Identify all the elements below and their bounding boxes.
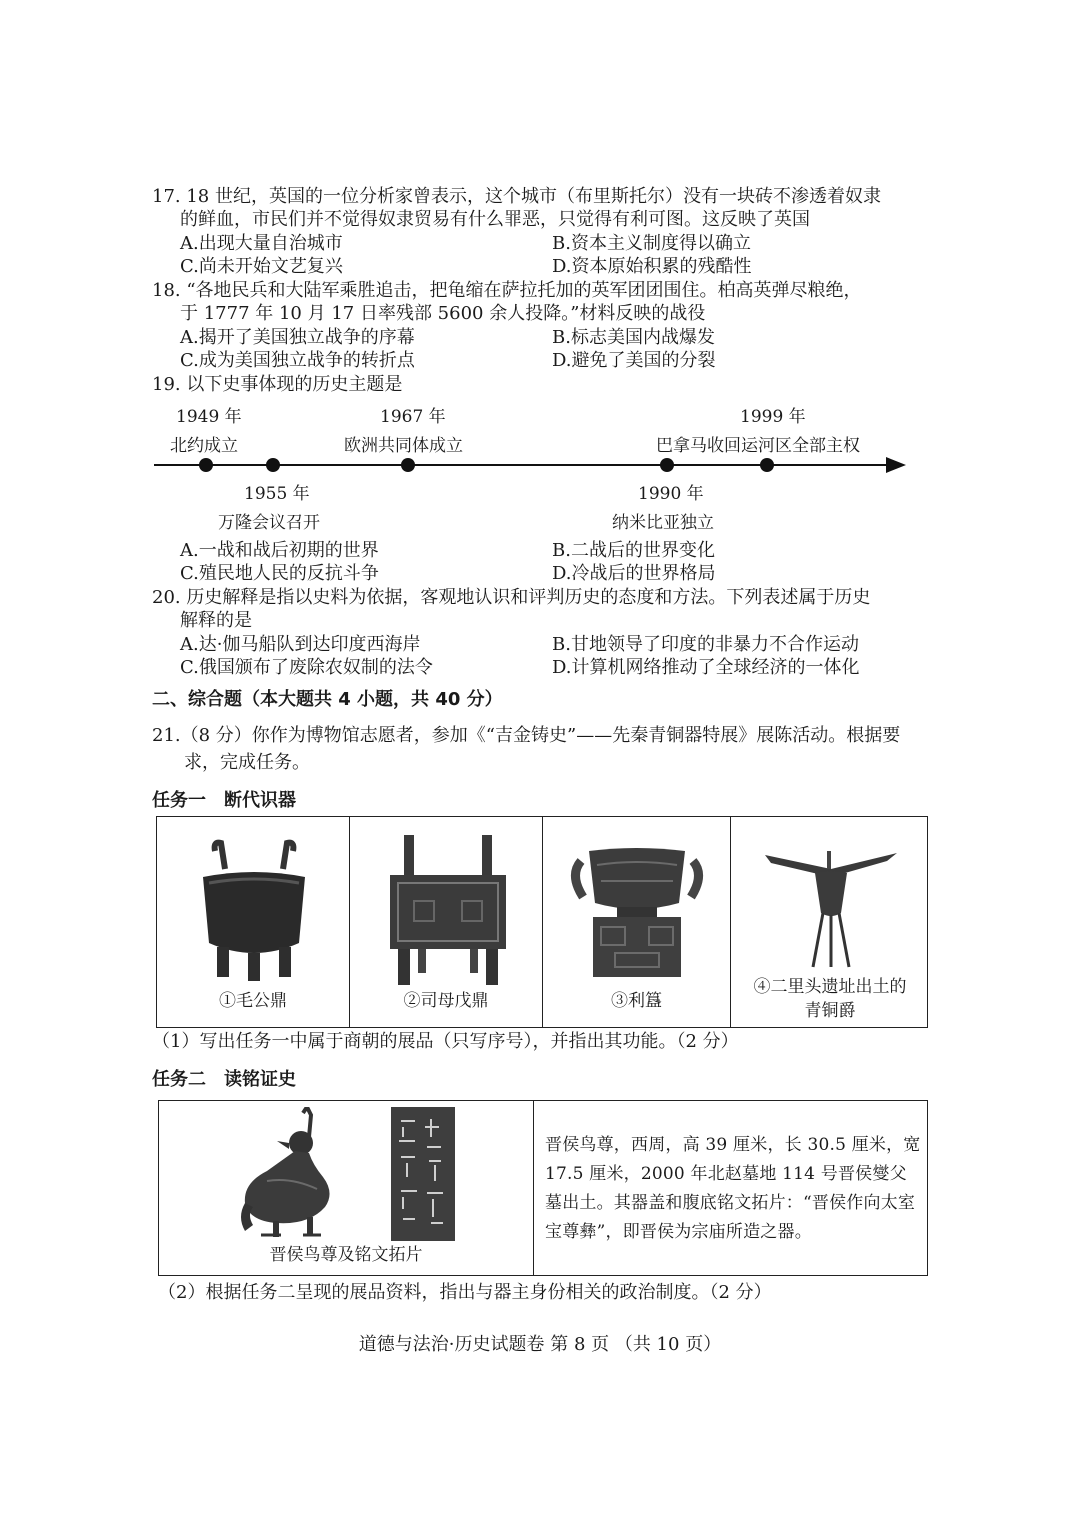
q20-option-b: B.甘地领导了印度的非暴力不合作运动 <box>552 634 859 655</box>
q19-option-a: A.一战和战后初期的世界 <box>180 540 379 561</box>
q18-stem-line1: 18. “各地民兵和大陆军乘胜追击，把龟缩在萨拉托加的英军团团围住。柏高英弹尽粮绝， <box>152 280 862 301</box>
q17-option-b: B.资本主义制度得以确立 <box>552 233 751 254</box>
artifact-caption-4-line2: 青铜爵 <box>804 1001 856 1021</box>
artifact-caption-2: ②司母戊鼎 <box>403 991 489 1011</box>
q18-option-d: D.避免了美国的分裂 <box>552 350 716 371</box>
artifact-cell-2 <box>350 817 543 1027</box>
q18-option-a: A.揭开了美国独立战争的序幕 <box>180 327 415 348</box>
q20-stem-line1: 20. 历史解释是指以史料为依据，客观地认识和评判历史的态度和方法。下列表述属于历史 <box>152 587 871 608</box>
q19-option-c: C.殖民地人民的反抗斗争 <box>180 563 379 584</box>
task1-heading: 任务一 断代识器 <box>152 790 296 811</box>
timeline-event-bandung: 万隆会议召开 <box>218 513 320 533</box>
timeline-year-1967: 1967 年 <box>380 407 446 427</box>
timeline-year-1999: 1999 年 <box>740 407 806 427</box>
artifact-caption-3: ③利簋 <box>611 991 662 1011</box>
section2-heading: 二、综合题（本大题共 4 小题，共 40 分） <box>152 689 503 710</box>
q17-option-a: A.出现大量自治城市 <box>180 233 343 254</box>
q20-option-d: D.计算机网络推动了全球经济的一体化 <box>552 657 860 678</box>
artifact-caption-1: ①毛公鼎 <box>219 991 287 1011</box>
task2-question: （2）根据任务二呈现的展品资料，指出与器主身份相关的政治制度。（2 分） <box>158 1282 772 1303</box>
artifact-caption-4-line1: ④二里头遗址出土的 <box>753 977 907 997</box>
simuwu-ding-image <box>384 831 512 991</box>
task2-image-caption: 晋侯鸟尊及铭文拓片 <box>269 1245 423 1265</box>
li-gui-image <box>567 845 707 979</box>
q19-option-b: B.二战后的世界变化 <box>552 540 715 561</box>
timeline-event-nato: 北约成立 <box>170 436 238 456</box>
task1-artifact-table <box>156 816 928 1028</box>
timeline-year-1949: 1949 年 <box>176 407 242 427</box>
timeline-year-1990: 1990 年 <box>638 484 704 504</box>
q20-option-a: A.达·伽马船队到达印度西海岸 <box>180 634 421 655</box>
task1-question: （1）写出任务一中属于商朝的展品（只写序号），并指出其功能。（2 分） <box>152 1031 739 1052</box>
q17-stem-line2: 的鲜血，市民们并不觉得奴隶贸易有什么罪恶，只觉得有利可图。这反映了英国 <box>180 209 810 230</box>
timeline-year-1955: 1955 年 <box>244 484 310 504</box>
maogong-ding-image <box>195 839 313 989</box>
q17-stem-line1: 17. 18 世纪，英国的一位分析家曾表示，这个城市（布里斯托尔）没有一块砖不渗透着奴隶 <box>152 186 881 207</box>
q21-stem-line2: 求，完成任务。 <box>184 752 310 773</box>
artifact-cell-3 <box>543 817 731 1027</box>
q18-stem-line2: 于 1777 年 10 月 17 日率残部 5600 余人投降。”材料反映的战役 <box>180 303 706 324</box>
artifact-cell-1 <box>157 817 350 1027</box>
timeline-axis <box>150 452 910 478</box>
q19-stem: 19. 以下史事体现的历史主题是 <box>152 374 403 395</box>
q21-stem-line1: 21.（8 分）你作为博物馆志愿者，参加《“吉金铸史”——先秦青铜器特展》展陈活动。根据要 <box>152 725 901 746</box>
artifact-cell-4 <box>731 817 929 1027</box>
jinhou-bird-zun-image <box>237 1107 341 1241</box>
q19-option-d: D.冷战后的世界格局 <box>552 563 716 584</box>
timeline-dot-1955 <box>266 458 280 472</box>
timeline-dot-1999 <box>760 458 774 472</box>
q20-option-c: C.俄国颁布了废除农奴制的法令 <box>180 657 433 678</box>
timeline-event-ec: 欧洲共同体成立 <box>344 436 463 456</box>
timeline-arrowhead <box>886 457 906 473</box>
page-footer: 道德与法治·历史试题卷 第 8 页 （共 10 页） <box>358 1334 722 1355</box>
q18-option-b: B.标志美国内战爆发 <box>552 327 715 348</box>
q20-stem-line2: 解释的是 <box>180 610 252 631</box>
erlitou-jue-image <box>761 847 901 971</box>
task2-exhibit-table <box>158 1100 928 1276</box>
task2-description: 晋侯鸟尊，西周，高 39 厘米，长 30.5 厘米，宽 17.5 厘米，2000 年北赵墓地 114 号晋侯燮父墓出土。其器盖和腹底铭文拓片：“晋侯作向太室宝尊彝”，即晋侯为宗庙所造之器。 <box>545 1135 921 1242</box>
q17-option-d: D.资本原始积累的残酷性 <box>552 256 752 277</box>
q17-option-c: C.尚未开始文艺复兴 <box>180 256 343 277</box>
task2-image-cell <box>159 1101 534 1275</box>
inscription-rubbing-image <box>391 1107 455 1241</box>
task2-heading: 任务二 读铭证史 <box>152 1069 296 1090</box>
timeline-event-panama: 巴拿马收回运河区全部主权 <box>656 436 860 456</box>
timeline-dot-1967 <box>401 458 415 472</box>
q18-option-c: C.成为美国独立战争的转折点 <box>180 350 415 371</box>
timeline-dot-1990 <box>660 458 674 472</box>
timeline-event-namibia: 纳米比亚独立 <box>612 513 714 533</box>
timeline-dot-1949 <box>199 458 213 472</box>
